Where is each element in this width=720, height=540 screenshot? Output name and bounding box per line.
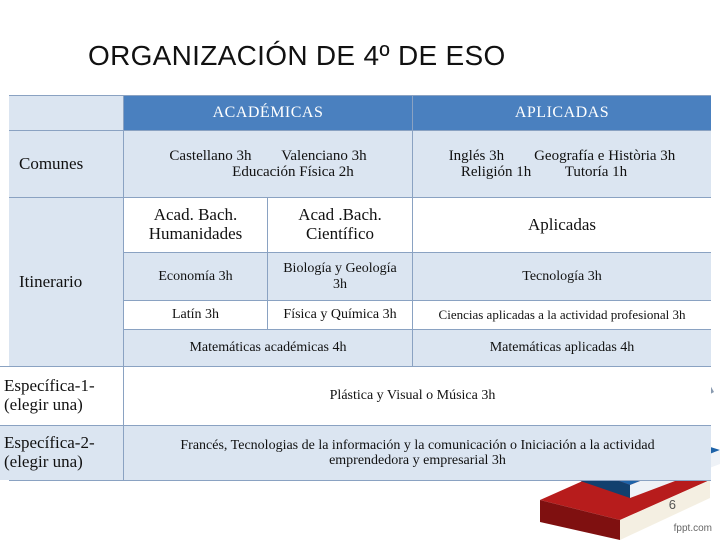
grid-line [123, 95, 124, 481]
grid-line [9, 480, 711, 481]
materia-tecnologia: Tecnología 3h [413, 253, 711, 300]
grid-line [123, 300, 711, 301]
row-label-especifica1 [0, 367, 123, 425]
itinerario-cientifico [268, 198, 412, 252]
biologia-line1: Biología y Geología [283, 261, 397, 277]
comunes-apl-line1: Inglés 3h Geografía e Història 3h [448, 147, 676, 164]
comunes-aplicadas [413, 131, 711, 197]
row-label-especifica2 [0, 426, 123, 480]
grid-line [412, 95, 413, 367]
especifica2-value [124, 426, 711, 480]
corner-cell [9, 96, 123, 130]
itinerario-aplicadas: Aplicadas [413, 198, 711, 252]
materia-latin: Latín 3h [124, 301, 267, 329]
comunes-acad-line2: Educación Física 2h [232, 164, 354, 180]
itinerario-humanidades [124, 198, 267, 252]
materia-mat-academicas: Matemáticas académicas 4h [124, 330, 412, 366]
comunes-apl-line2: Religión 1h Tutoría 1h [460, 164, 628, 180]
humanidades-line2: Humanidades [148, 224, 243, 243]
grid-line [9, 130, 711, 131]
slide-number: 6 [668, 497, 676, 512]
especifica2-line2: emprendedora y empresarial 3h [329, 453, 506, 468]
grid-line [123, 252, 711, 253]
row-label-itinerario: Itinerario [9, 198, 123, 366]
row-label-comunes: Comunes [9, 131, 123, 197]
especifica1-label-line2: (elegir una) [4, 395, 83, 414]
footer-brand: fppt.com [673, 523, 712, 534]
especifica2-label-line1: Específica-2- [4, 433, 95, 453]
materia-biologia [268, 253, 412, 300]
materia-ciencias-aplicadas: Ciencias aplicadas a la actividad profesional 3h [413, 301, 711, 329]
grid-line [267, 197, 268, 330]
cientifico-line1: Acad .Bach. [298, 205, 382, 225]
especifica2-label-line2: (elegir una) [4, 452, 83, 471]
grid-line [0, 366, 711, 367]
comunes-academicas [124, 131, 412, 197]
header-academicas: ACADÉMICAS [124, 96, 412, 130]
especifica1-value: Plástica y Visual o Música 3h [124, 367, 711, 425]
humanidades-line1: Acad. Bach. [153, 205, 238, 225]
especifica2-line1: Francés, Tecnologias de la información y la comunicación o Iniciación a la actividad [180, 437, 655, 453]
grid-line [0, 425, 711, 426]
page-title: ORGANIZACIÓN DE 4º DE ESO [88, 40, 506, 71]
materia-mat-aplicadas: Matemáticas aplicadas 4h [413, 330, 711, 366]
grid-line [9, 197, 711, 198]
especifica1-label-line1: Específica-1- [4, 376, 95, 396]
cientifico-line2: Científico [306, 224, 374, 243]
materia-economia: Economía 3h [124, 253, 267, 300]
comunes-acad-line1: Castellano 3h Valenciano 3h [169, 147, 367, 164]
header-aplicadas: APLICADAS [413, 96, 711, 130]
biologia-line2: 3h [333, 276, 347, 292]
materia-fisica: Física y Química 3h [268, 301, 412, 329]
grid-line [123, 329, 711, 330]
grid-line [9, 95, 711, 96]
